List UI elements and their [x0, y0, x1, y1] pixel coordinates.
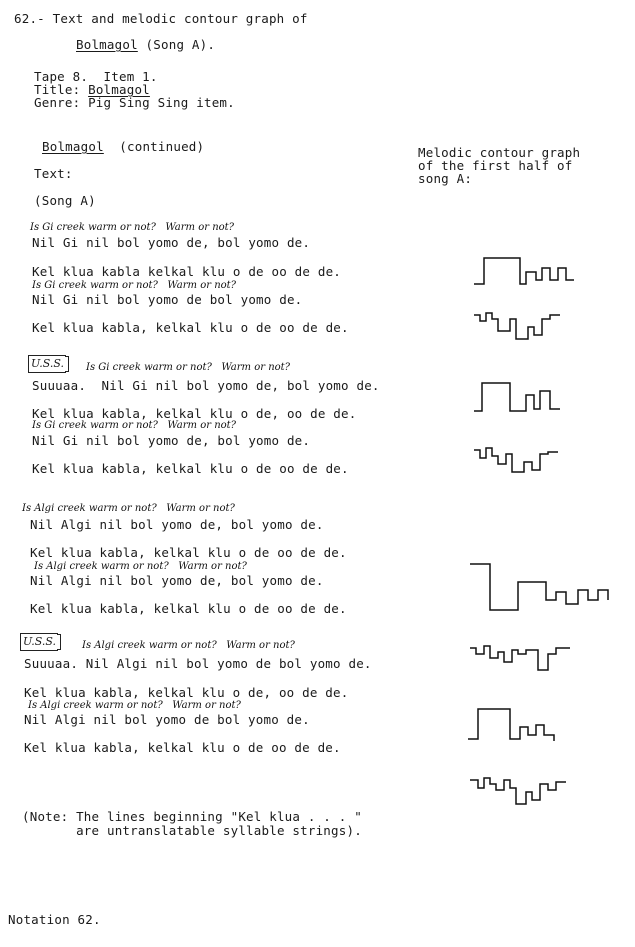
handwritten-translation: Is Gi creek warm or not? Warm or not?: [32, 420, 237, 431]
handwritten-translation: Is Algi creek warm or not? Warm or not?: [34, 561, 247, 572]
contour-graph-3: [470, 375, 590, 415]
lyric-line: Kel klua kabla, kelkal klu o de oo de de.: [30, 545, 347, 560]
lyric-line: Kel klua kabla kelkal klu o de oo de de.: [32, 264, 342, 279]
lyric-line: Kel klua kabla, kelkal klu o de oo de de.: [32, 461, 349, 476]
handwritten-translation: Is Gi creek warm or not? Warm or not?: [32, 280, 237, 291]
graph-caption-1: Melodic contour graph: [418, 145, 581, 160]
contour-graph-1: [470, 250, 590, 290]
note-line-1: (Note: The lines beginning "Kel klua . . . ": [22, 809, 362, 824]
handwritten-translation: Is Algi creek warm or not? Warm or not?: [82, 640, 295, 651]
genre-line: Genre: Pig Sing Sing item.: [34, 95, 235, 110]
section-continued: (continued): [103, 139, 205, 154]
lyric-line: Kel klua kabla, kelkal klu o de, oo de de.: [24, 685, 349, 700]
handwritten-translation: Is Gi creek warm or not? Warm or not?: [86, 362, 291, 373]
tape-item: Tape 8. Item 1.: [34, 69, 158, 84]
contour-graph-6: [466, 640, 586, 680]
handwritten-translation: Is Algi creek warm or not? Warm or not?: [28, 700, 241, 711]
contour-graph-5: [466, 560, 616, 616]
lyric-line: Nil Gi nil bol yomo de, bol yomo de.: [32, 235, 311, 250]
title-value: Bolmagol: [88, 82, 150, 97]
contour-graph-4: [470, 440, 590, 480]
lyric-line: Nil Algi nil bol yomo de bol yomo de.: [24, 712, 310, 727]
page-heading: 62.- Text and melodic contour graph of: [14, 11, 308, 26]
song-title: Bolmagol: [76, 37, 138, 52]
lyric-line: Kel klua kabla, kelkal klu o de oo de de.: [24, 740, 341, 755]
graph-caption-3: song A:: [418, 171, 473, 186]
song-label: (Song A): [34, 193, 96, 208]
lyric-line: Nil Gi nil bol yomo de, bol yomo de.: [32, 433, 311, 448]
lyric-line: Nil Algi nil bol yomo de, bol yomo de.: [30, 517, 324, 532]
contour-graph-8: [466, 770, 596, 814]
contour-graph-2: [470, 305, 590, 345]
handwritten-translation: Is Algi creek warm or not? Warm or not?: [22, 503, 235, 514]
note-line-2: are untranslatable syllable strings).: [22, 823, 362, 838]
handwritten-translation: Is Gi creek warm or not? Warm or not?: [30, 222, 235, 233]
lyric-line: Kel klua kabla, kelkal klu o de oo de de.: [30, 601, 347, 616]
contour-graph-7: [466, 705, 586, 749]
lyric-line: Kel klua kabla, kelkal klu o de oo de de.: [32, 320, 349, 335]
uss-marker: U.S.S.: [20, 633, 58, 651]
lyric-line: Suuuaa. Nil Algi nil bol yomo de bol yomo de.: [24, 656, 372, 671]
uss-marker: U.S.S.: [28, 355, 66, 373]
section-title: Bolmagol: [42, 139, 104, 154]
section-heading: [42, 140, 204, 154]
page-subheading: [76, 38, 215, 52]
graph-caption-2: of the first half of: [418, 158, 573, 173]
lyric-line: Kel klua kabla, kelkal klu o de, oo de de.: [32, 406, 357, 421]
lyric-line: Nil Gi nil bol yomo de bol yomo de.: [32, 292, 303, 307]
lyric-line: Suuuaa. Nil Gi nil bol yomo de, bol yomo de.: [32, 378, 380, 393]
footer-notation: Notation 62.: [8, 912, 101, 927]
text-label: Text:: [34, 166, 73, 181]
song-subtitle: (Song A).: [137, 37, 216, 52]
title-label: Title:: [34, 82, 89, 97]
lyric-line: Nil Algi nil bol yomo de, bol yomo de.: [30, 573, 324, 588]
